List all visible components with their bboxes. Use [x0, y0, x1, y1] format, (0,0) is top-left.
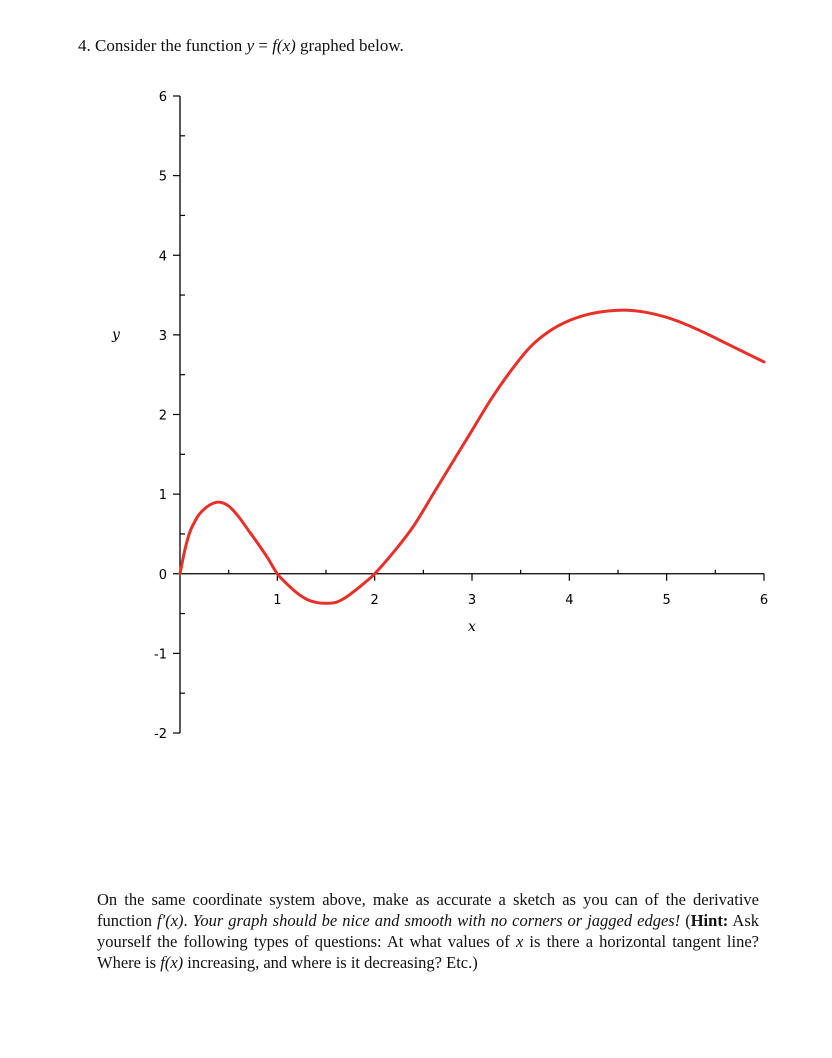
- math-eq: =: [254, 36, 273, 55]
- instructions-text-3: (: [680, 911, 691, 930]
- math-fx: f(x): [272, 36, 296, 55]
- x-tick-label: 3: [467, 592, 477, 608]
- y-axis-label: y: [112, 326, 120, 343]
- x-math: x: [515, 932, 524, 951]
- y-tick-label: 6: [158, 90, 167, 105]
- x-tick-label: 1: [273, 592, 282, 608]
- problem-text-after: graphed below.: [295, 36, 404, 55]
- y-tick-label: 4: [158, 249, 167, 265]
- problem-number: 4.: [78, 36, 91, 55]
- instructions-text-4: Ask yourself the following types of questions: At what values of: [97, 911, 759, 951]
- hint-label: Hint:: [690, 911, 729, 930]
- instructions-text-2: .: [183, 911, 193, 930]
- fprime-math: f′(x): [157, 911, 184, 930]
- y-tick-label: 0: [158, 567, 167, 583]
- instructions-text-5: is there a horizontal tangent line? Where is: [97, 932, 759, 972]
- y-tick-label: 1: [158, 488, 167, 504]
- instructions-text-6: increasing, and where is it decreasing? Etc.): [183, 953, 478, 972]
- instructions-italic: Your graph should be nice and smooth with no corners or jagged edges!: [192, 911, 681, 930]
- math-y: y: [246, 36, 255, 55]
- y-tick-label: 2: [158, 408, 167, 424]
- x-tick-label: 4: [565, 592, 574, 608]
- y-tick-label: -2: [154, 727, 167, 742]
- y-tick-label: 3: [158, 328, 167, 344]
- y-tick-label: 5: [158, 169, 167, 185]
- axes: [180, 96, 764, 733]
- instructions-paragraph: [97, 889, 759, 973]
- fx-math: f(x): [160, 953, 184, 972]
- series-line-f: [180, 310, 764, 603]
- x-tick-label: 2: [370, 592, 379, 608]
- y-tick-label: -1: [154, 647, 167, 663]
- problem-text-before: Consider the function: [95, 36, 247, 55]
- instructions-text-1: On the same coordinate system above, make as accurate a sketch as you can of the derivative function: [97, 890, 759, 930]
- x-axis-label: x: [468, 618, 476, 635]
- x-tick-label: 5: [662, 592, 671, 608]
- x-tick-label: 6: [759, 592, 769, 608]
